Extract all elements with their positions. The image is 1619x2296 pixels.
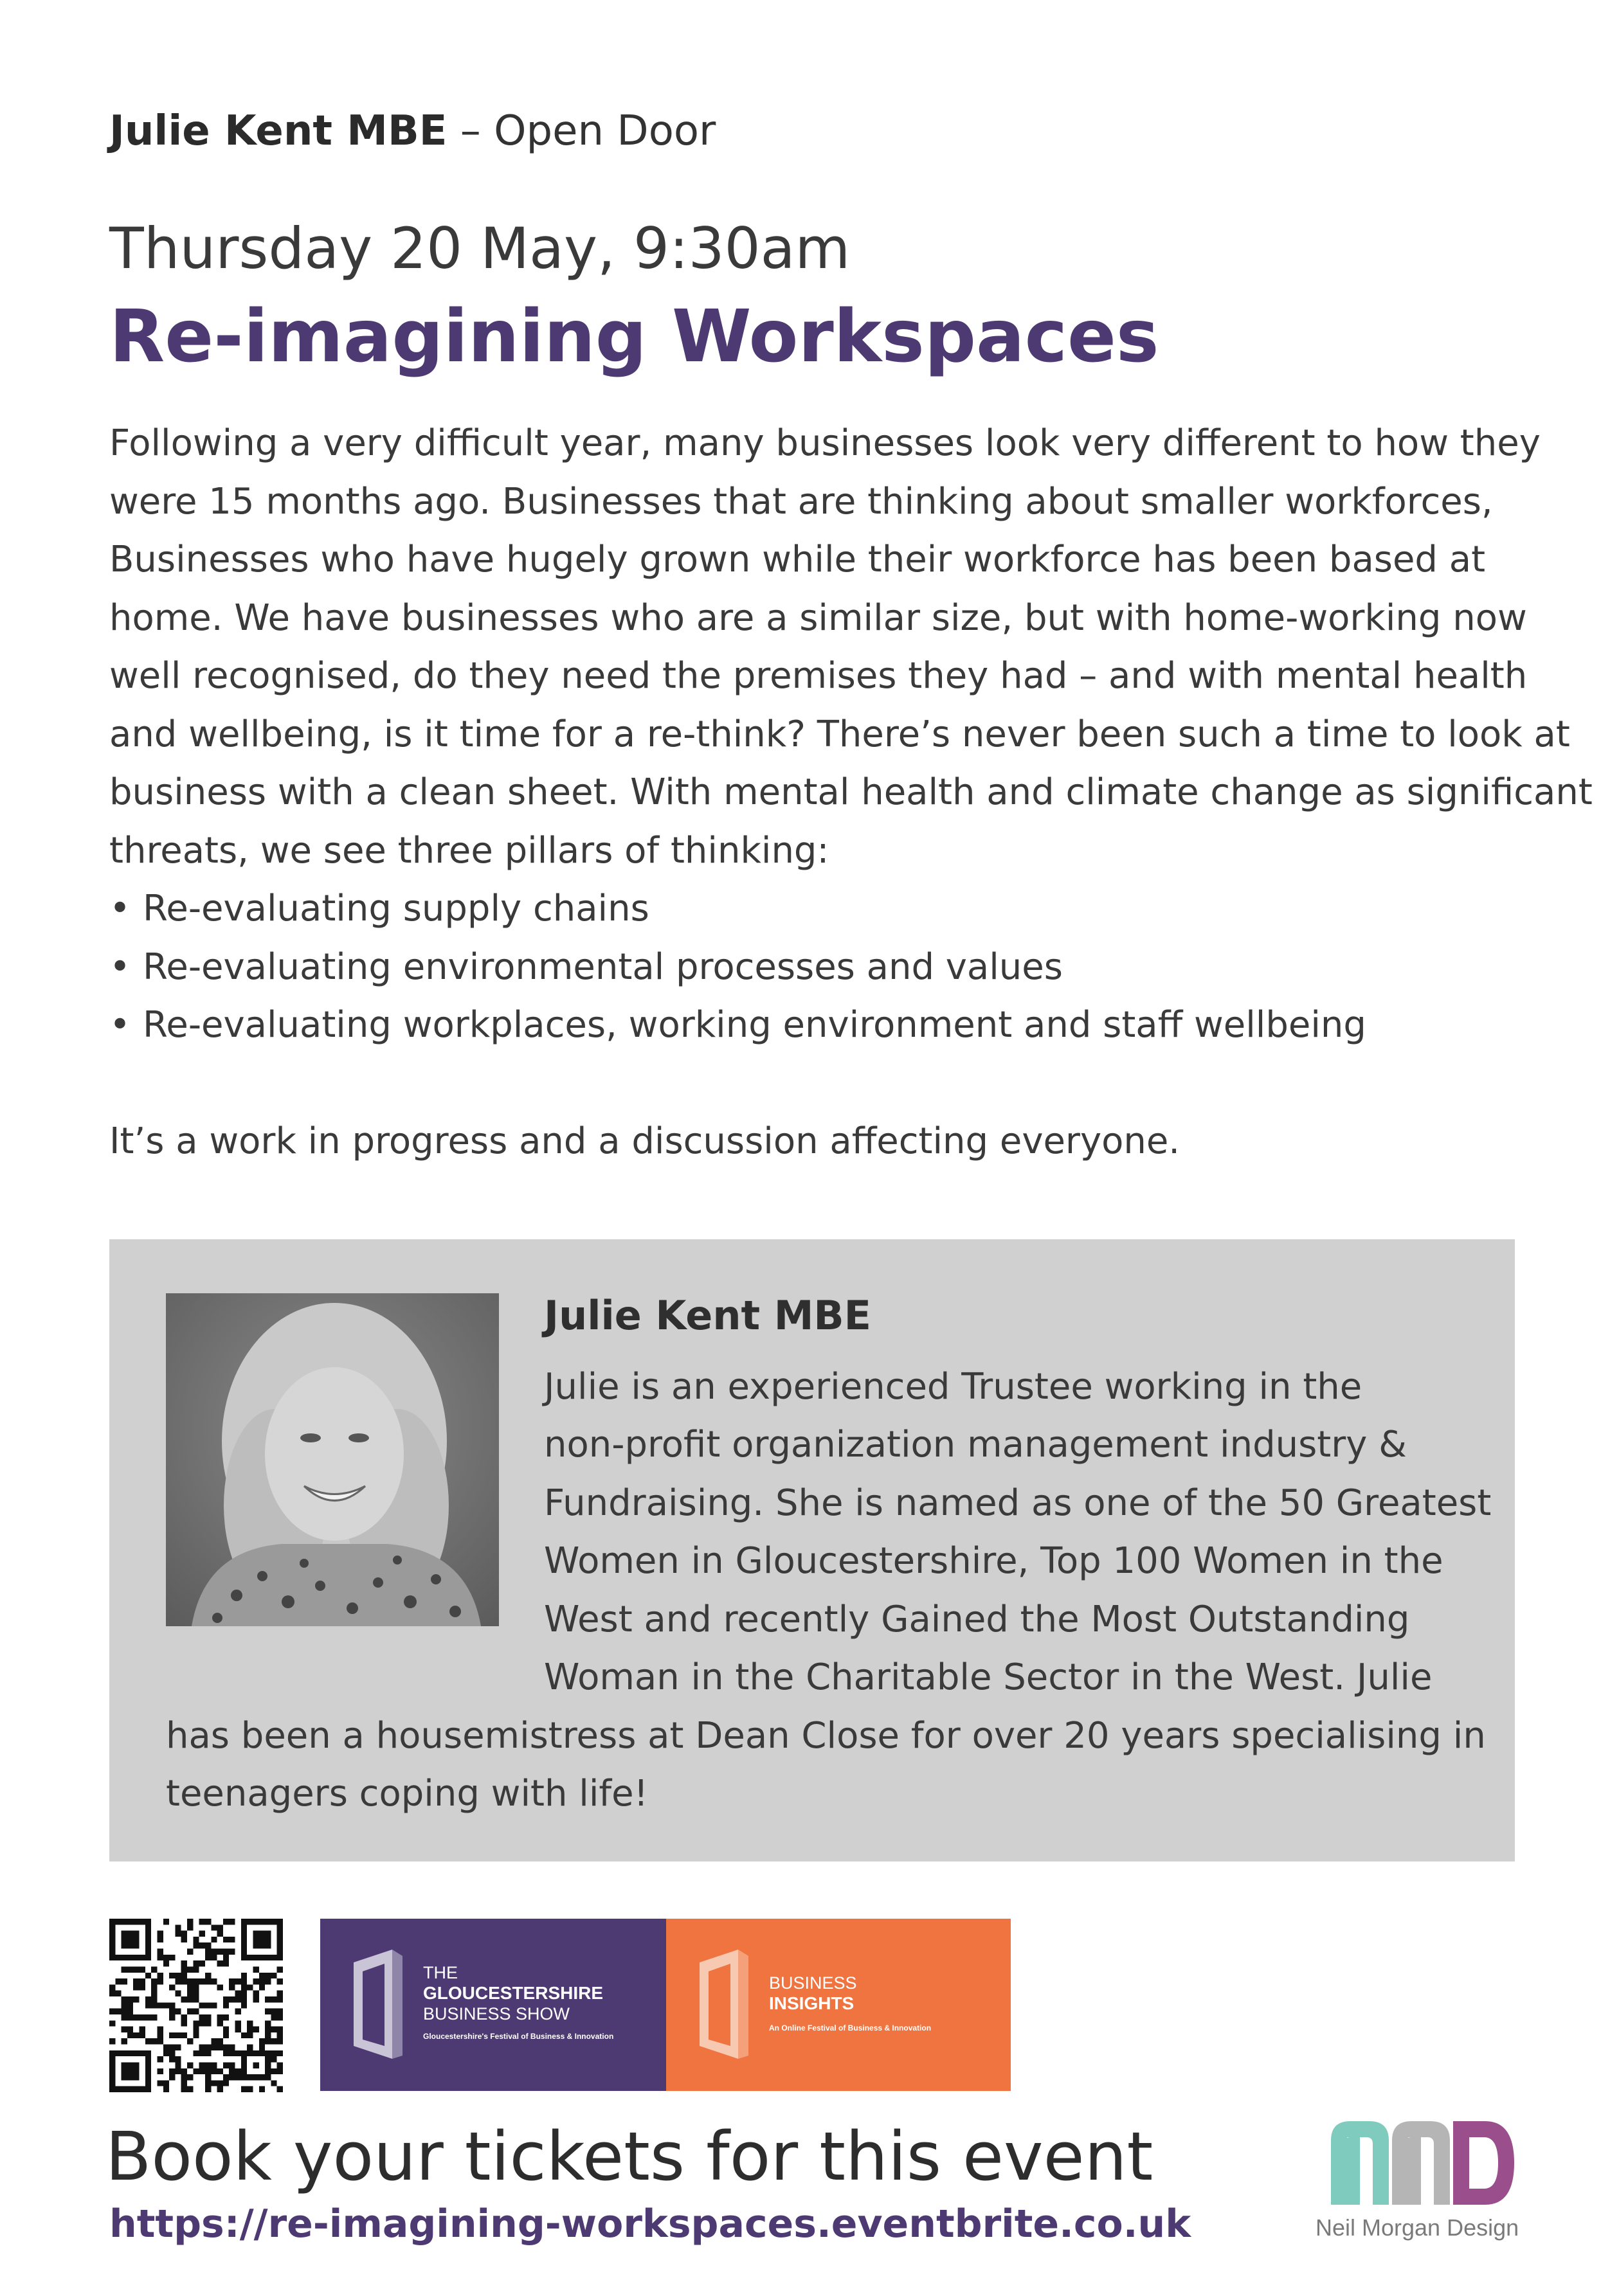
book-tickets-heading: Book your tickets for this event <box>105 2117 1153 2196</box>
bullet-icon: • <box>109 946 131 988</box>
speaker-kicker <box>109 103 716 159</box>
speaker-bio-panel <box>109 1239 1515 1861</box>
bio-line: Julie is an experienced Trustee working in the <box>544 1366 1362 1408</box>
insights-logo-tagline: An Online Festival of Business & Innovation <box>769 2023 932 2032</box>
bio-line: West and recently Gained the Most Outstanding <box>544 1599 1410 1640</box>
session-label: – Open Door <box>447 107 716 155</box>
list-item <box>109 880 1524 938</box>
qr-code-graphic <box>109 1919 283 2092</box>
intro-line: home. We have businesses who are a similar size, but with home-working now <box>109 596 1527 639</box>
show-logo-line2: GLOUCESTERSHIRE <box>423 1983 604 2003</box>
bullet-text: Re-evaluating workplaces, working environment and staff wellbeing <box>143 1004 1366 1046</box>
pillars-list <box>109 880 1524 1055</box>
bullet-text: Re-evaluating supply chains <box>143 888 649 929</box>
designer-credit: Neil Morgan Design <box>1316 2214 1519 2241</box>
list-item <box>109 938 1524 997</box>
intro-line: were 15 months ago. Businesses that are thinking about smaller workforces, <box>109 480 1493 523</box>
door-logo-icon <box>693 1950 757 2059</box>
bio-line: Women in Gloucestershire, Top 100 Women in the <box>544 1540 1443 1582</box>
intro-line: business with a clean sheet. With mental health and climate change as significant <box>109 771 1593 813</box>
intro-line: Businesses who have hugely grown while their workforce has been based at <box>109 539 1486 580</box>
eventbrite-link[interactable]: https://re-imagining-workspaces.eventbrite.co.uk <box>109 2202 1191 2247</box>
intro-line: well recognised, do they need the premises they had – and with mental health <box>109 655 1528 697</box>
bio-line: Woman in the Charitable Sector in the West. Julie <box>544 1656 1433 1698</box>
show-logo-line3: BUSINESS SHOW <box>423 2004 570 2023</box>
bio-line: non-profit organization management industry & <box>544 1424 1407 1466</box>
door-logo-icon <box>347 1950 412 2059</box>
insights-logo-line2: INSIGHTS <box>769 1993 855 2013</box>
business-insights-logo <box>666 1919 1011 2091</box>
list-item <box>109 996 1524 1055</box>
intro-line: and wellbeing, is it time for a re-think? There’s never been such a time to look at <box>109 713 1570 755</box>
bio-name: Julie Kent MBE <box>544 1292 872 1339</box>
show-logo-tagline: Gloucestershire's Festival of Business & Innovation <box>423 2032 614 2041</box>
bullet-icon: • <box>109 888 131 929</box>
bio-line: has been a housemistress at Dean Close for over 20 years specialising in <box>166 1715 1486 1757</box>
bio-line: teenagers coping with life! <box>166 1773 649 1815</box>
bullet-text: Re-evaluating environmental processes and values <box>143 946 1063 988</box>
event-description <box>109 415 1593 1170</box>
bullet-icon: • <box>109 1004 131 1046</box>
portrait-image <box>166 1293 499 1626</box>
intro-line: Following a very difficult year, many businesses look very different to how they <box>109 422 1541 464</box>
intro-line: threats, we see three pillars of thinking: <box>109 829 829 872</box>
gloucestershire-business-show-logo <box>320 1919 666 2091</box>
intro-paragraph <box>109 415 1593 880</box>
event-date-time: Thursday 20 May, 9:30am <box>109 215 851 282</box>
closing-sentence: It’s a work in progress and a discussion affecting everyone. <box>109 1120 1180 1162</box>
event-title: Re-imagining Workspaces <box>109 295 1159 379</box>
qr-code-icon[interactable] <box>109 1919 283 2092</box>
bio-line: Fundraising. She is named as one of the 50 Greatest <box>544 1482 1492 1524</box>
nmd-logo-icon <box>1331 2121 1524 2205</box>
insights-logo-line1: BUSINESS <box>769 1973 857 1993</box>
speaker-name: Julie Kent MBE <box>109 107 448 155</box>
show-logo-line1: THE <box>423 1963 458 1982</box>
speaker-photo <box>166 1293 499 1626</box>
